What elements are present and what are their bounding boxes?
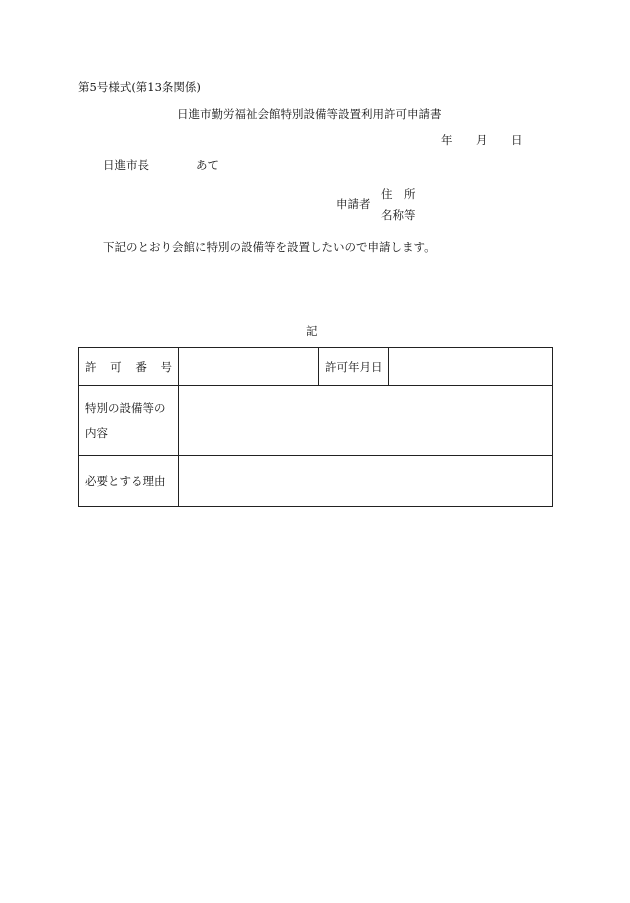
permit-number-label xyxy=(79,348,179,386)
document-title: 日進市勤労福祉会館特別設備等設置利用許可申請書 xyxy=(177,107,442,121)
addressee-suffix: あて xyxy=(196,158,219,172)
body-text: 下記のとおり会館に特別の設備等を設置したいので申請します。 xyxy=(103,240,436,254)
date-month: 月 xyxy=(476,133,488,147)
date-day: 日 xyxy=(511,133,523,147)
reason-label: 必要とする理由 xyxy=(79,456,179,507)
permit-char-1: 許 xyxy=(85,359,97,374)
table-row-reason xyxy=(79,456,553,507)
applicant-label: 申請者 xyxy=(336,197,371,211)
date-year: 年 xyxy=(441,133,453,147)
application-table xyxy=(78,347,553,507)
permit-number-text xyxy=(85,359,178,375)
applicant-name-label: 名称等 xyxy=(381,208,416,222)
equipment-label xyxy=(79,386,179,456)
table-row-permit xyxy=(79,348,553,386)
permit-char-2: 可 xyxy=(110,359,122,374)
applicant-address-label: 住 所 xyxy=(381,187,416,201)
permit-date-field[interactable] xyxy=(389,348,553,386)
addressee-name: 日進市長 xyxy=(103,158,149,172)
permit-number-field[interactable] xyxy=(179,348,319,386)
permit-char-4: 号 xyxy=(160,359,172,374)
permit-date-label: 許可年月日 xyxy=(319,348,389,386)
ki-heading: 記 xyxy=(306,324,318,338)
form-number: 第5号様式(第13条関係) xyxy=(78,80,201,94)
equipment-label-line2: 内容 xyxy=(85,425,108,440)
equipment-label-line1: 特別の設備等の xyxy=(85,400,166,415)
permit-char-3: 番 xyxy=(135,359,147,374)
reason-field[interactable] xyxy=(179,456,553,507)
equipment-field[interactable] xyxy=(179,386,553,456)
table-row-equipment xyxy=(79,386,553,456)
